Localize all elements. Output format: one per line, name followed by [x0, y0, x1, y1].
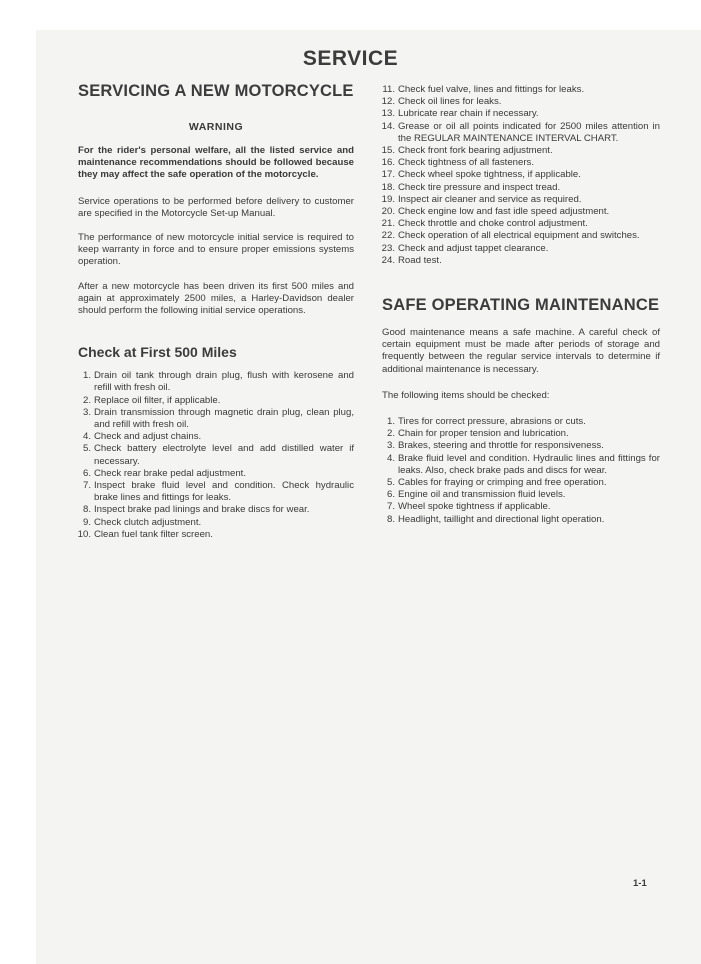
- check-first-500-title: Check at First 500 Miles: [78, 344, 237, 361]
- list-item: 6. Check rear brake pedal adjustment.: [82, 467, 246, 479]
- left-column: [78, 82, 354, 541]
- list-item: 22. Check operation of all electrical equipment and switches.: [381, 230, 640, 242]
- continued-check-list: [382, 84, 660, 267]
- list-item: 17. Check wheel spoke tightness, if applicable.: [381, 169, 581, 181]
- list-item: 10. Clean fuel tank filter screen.: [77, 528, 213, 540]
- section-title-servicing-new-motorcycle: SERVICING A NEW MOTORCYCLE: [78, 82, 354, 100]
- list-item: 6. Engine oil and transmission fluid levels.: [386, 489, 566, 501]
- list-item: 3. Brakes, steering and throttle for responsiveness.: [386, 440, 604, 452]
- list-item: 20. Check engine low and fast idle speed adjustment.: [381, 206, 610, 218]
- check-first-500-list: [78, 370, 354, 541]
- list-item: 1. Tires for correct pressure, abrasions or cuts.: [386, 416, 586, 428]
- list-item: 5. Cables for fraying or crimping and free operation.: [386, 477, 607, 489]
- page-title: SERVICE: [302, 47, 399, 70]
- list-item: 24. Road test.: [381, 254, 442, 266]
- right-column: [382, 84, 660, 526]
- list-item: 18. Check tire pressure and inspect tread.: [381, 181, 561, 193]
- list-item: 12. Check oil lines for leaks.: [381, 96, 502, 108]
- list-item: 15. Check front fork bearing adjustment.: [381, 145, 553, 157]
- paragraph-initial-service: After a new motorcycle has been driven its first 500 miles and again at approximately 2500 miles, a Harley-Davidson dealer should perform the following initial service operations.: [78, 280, 354, 317]
- list-item: 2. Replace oil filter, if applicable.: [82, 394, 221, 406]
- list-item: 4. Brake fluid level and condition. Hydraulic lines and fittings for leaks. Also, check brake pads and discs for wear.: [386, 452, 660, 476]
- list-item: 16. Check tightness of all fasteners.: [381, 157, 534, 169]
- list-item: 1. Drain oil tank through drain plug, flush with kerosene and refill with fresh oil.: [82, 370, 354, 394]
- warning-text: For the rider's personal welfare, all the listed service and maintenance recommendations should be followed because they may affect the safe operation of the motorcycle.: [78, 145, 354, 181]
- list-item: 3. Drain transmission through magnetic drain plug, clean plug, and refill with fresh oil.: [82, 406, 354, 431]
- list-item: 2. Chain for proper tension and lubrication.: [386, 428, 569, 440]
- list-item: 19. Inspect air cleaner and service as required.: [381, 193, 582, 205]
- list-item: 8. Inspect brake pad linings and brake discs for wear.: [82, 504, 310, 516]
- warning-heading: WARNING: [188, 121, 244, 133]
- list-item: 23. Check and adjust tappet clearance.: [381, 242, 549, 254]
- list-item: 5. Check battery electrolyte level and add distilled water if necessary.: [82, 443, 354, 467]
- paragraph-setup-manual: Service operations to be performed before delivery to customer are specified in the Motorcycle Set-up Manual.: [78, 195, 354, 219]
- list-item: 13. Lubricate rear chain if necessary.: [381, 108, 539, 120]
- list-item: 14. Grease or oil all points indicated for 2500 miles attention in the REGULAR MAINTENANCE INTERVAL CHART.: [381, 120, 660, 144]
- paragraph-following-items: The following items should be checked:: [382, 389, 550, 401]
- list-item: 4. Check and adjust chains.: [82, 431, 202, 443]
- list-item: 7. Wheel spoke tightness if applicable.: [386, 501, 551, 513]
- section-title-safe-operating-maintenance: SAFE OPERATING MAINTENANCE: [382, 296, 660, 315]
- list-item: 11. Check fuel valve, lines and fittings for leaks.: [382, 84, 585, 95]
- safe-operating-list: [382, 416, 660, 526]
- list-item: 7. Inspect brake fluid level and condition. Check hydraulic brake lines and fittings for leaks.: [82, 480, 354, 504]
- paragraph-warranty: The performance of new motorcycle initial service is required to keep warranty in force and to ensure proper emissions systems operation.: [78, 232, 354, 268]
- list-item: 8. Headlight, taillight and directional light operation.: [386, 513, 605, 525]
- list-item: 21. Check throttle and choke control adjustment.: [381, 218, 588, 230]
- paragraph-good-maintenance: Good maintenance means a safe machine. A careful check of certain equipment must be made after periods of storage and frequently between the regular service intervals to determine if additional maintenance is necessary.: [382, 327, 660, 375]
- list-item: 9. Check clutch adjustment.: [82, 516, 202, 528]
- page-number: 1-1: [633, 878, 647, 889]
